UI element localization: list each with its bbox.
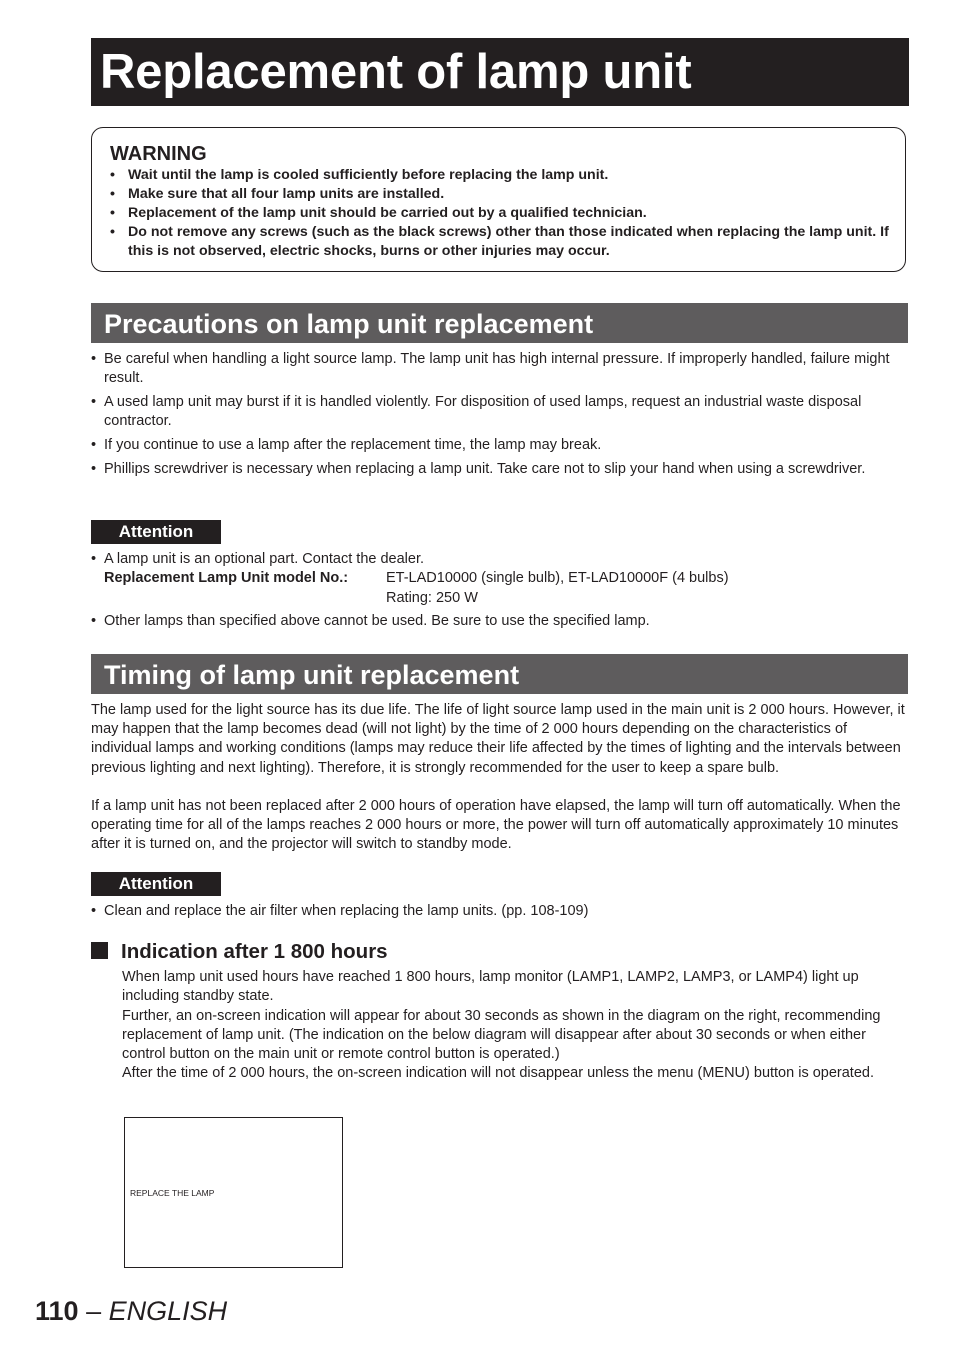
attention-list — [91, 550, 908, 569]
attention-label: Attention — [91, 520, 221, 544]
list-item-text: Other lamps than specified above cannot be used. Be sure to use the specified lamp. — [104, 613, 650, 629]
model-value: ET-LAD10000 (single bulb), ET-LAD10000F (4 bulbs) — [386, 570, 729, 586]
list-item — [91, 350, 908, 388]
list-item-text: Be careful when handling a light source lamp. The lamp unit has high internal pressure. If improperly handled, failure might result. — [104, 351, 890, 386]
list-item — [91, 393, 908, 431]
warning-box — [91, 127, 906, 272]
bullet-icon: • — [110, 224, 115, 240]
screen-message: REPLACE THE LAMP — [130, 1188, 215, 1198]
rating-value: Rating: 250 W — [386, 590, 478, 606]
warning-list — [110, 166, 895, 261]
page-title: Replacement of lamp unit — [100, 45, 692, 99]
timing-heading-bar — [91, 654, 908, 694]
list-item-text: A lamp unit is an optional part. Contact the dealer. — [104, 551, 425, 567]
page-title-bar — [91, 38, 909, 106]
bullet-icon: • — [91, 551, 97, 567]
model-row — [104, 569, 348, 588]
indication-heading — [91, 939, 388, 965]
list-item — [91, 612, 908, 631]
indication-heading-text: Indication after 1 800 hours — [121, 940, 388, 963]
indication-paragraph-2: Further, an on-screen indication will appear for about 30 seconds as shown in the diagram on the right, recommending replacement of lamp unit. (The indication on the below diagram will disappear after about 30 seconds or when either control button on the main unit or remote control button is operated.) — [122, 1008, 881, 1063]
list-item — [91, 550, 908, 569]
timing-heading: Timing of lamp unit replacement — [104, 660, 520, 690]
warning-item — [110, 204, 895, 223]
list-item-text: If you continue to use a lamp after the replacement time, the lamp may break. — [104, 437, 602, 453]
timing-paragraph-2: If a lamp unit has not been replaced after 2 000 hours of operation have elapsed, the lamp will turn off automatically. When the operating time for all of the lamps reaches 2 000 hours or more, the power will turn off automatically approximately 10 minutes after it is turned on, and the projector will switch to standby mode. — [91, 798, 901, 853]
warning-item-text: Wait until the lamp is cooled sufficiently before replacing the lamp unit. — [128, 167, 609, 183]
timing-paragraph-1: The lamp used for the light source has its due life. The life of light source lamp used in the main unit is 2 000 hours. However, it may happen that the lamp becomes dead (will not light) by the time of 2 000 hours depending on the characteristics of individual lamps and working conditions (lamps may reduce their life affected by the times of lighting and the intervals between previous lighting and next lighting). Therefore, it is strongly recommended for the user to keep a spare bulb. — [91, 702, 905, 776]
bullet-icon: • — [110, 186, 115, 202]
page-number: 110 — [35, 1296, 79, 1326]
indication-paragraph-1: When lamp unit used hours have reached 1 800 hours, lamp monitor (LAMP1, LAMP2, LAMP3, or LAMP4) light up including standby state. — [122, 969, 859, 1005]
footer-language: ENGLISH — [108, 1296, 228, 1326]
indication-paragraph-3: After the time of 2 000 hours, the on-screen indication will not disappear unless the menu (MENU) button is operated. — [122, 1065, 874, 1081]
bullet-icon: • — [91, 437, 97, 453]
list-item — [91, 436, 908, 455]
list-item-text: A used lamp unit may burst if it is handled violently. For disposition of used lamps, request an industrial waste disposal contractor. — [104, 394, 862, 429]
precautions-heading-bar — [91, 303, 908, 343]
page-footer — [35, 1294, 227, 1328]
list-item-text: Phillips screwdriver is necessary when replacing a lamp unit. Take care not to slip your hand when using a screwdriver. — [104, 461, 866, 477]
bullet-icon: • — [110, 205, 115, 221]
bullet-icon: • — [91, 903, 97, 919]
bullet-icon: • — [91, 461, 97, 477]
bullet-icon: • — [91, 351, 97, 367]
bullet-icon: • — [110, 167, 115, 183]
on-screen-diagram — [124, 1117, 343, 1268]
warning-title: WARNING — [110, 143, 207, 165]
list-item-text: Clean and replace the air filter when replacing the lamp units. (pp. 108-109) — [104, 903, 589, 919]
warning-item — [110, 185, 895, 204]
bullet-icon: • — [91, 613, 97, 629]
warning-item-text: Do not remove any screws (such as the black screws) other than those indicated when replacing the lamp unit. If this is not observed, electric shocks, burns or other injuries may occur. — [128, 224, 889, 259]
footer-separator: – — [78, 1296, 109, 1326]
model-label: Replacement Lamp Unit model No.: — [104, 570, 349, 586]
attention-list-2 — [91, 612, 908, 636]
square-bullet-icon — [91, 942, 108, 959]
precautions-list — [91, 350, 908, 484]
warning-item — [110, 223, 895, 261]
timing-attention-list — [91, 902, 908, 926]
attention-label: Attention — [91, 872, 221, 896]
list-item — [91, 460, 908, 479]
list-item — [91, 902, 908, 921]
bullet-icon: • — [91, 394, 97, 410]
warning-item — [110, 166, 895, 185]
warning-item-text: Make sure that all four lamp units are installed. — [128, 186, 445, 202]
precautions-heading: Precautions on lamp unit replacement — [104, 309, 594, 339]
warning-item-text: Replacement of the lamp unit should be carried out by a qualified technician. — [128, 205, 647, 221]
